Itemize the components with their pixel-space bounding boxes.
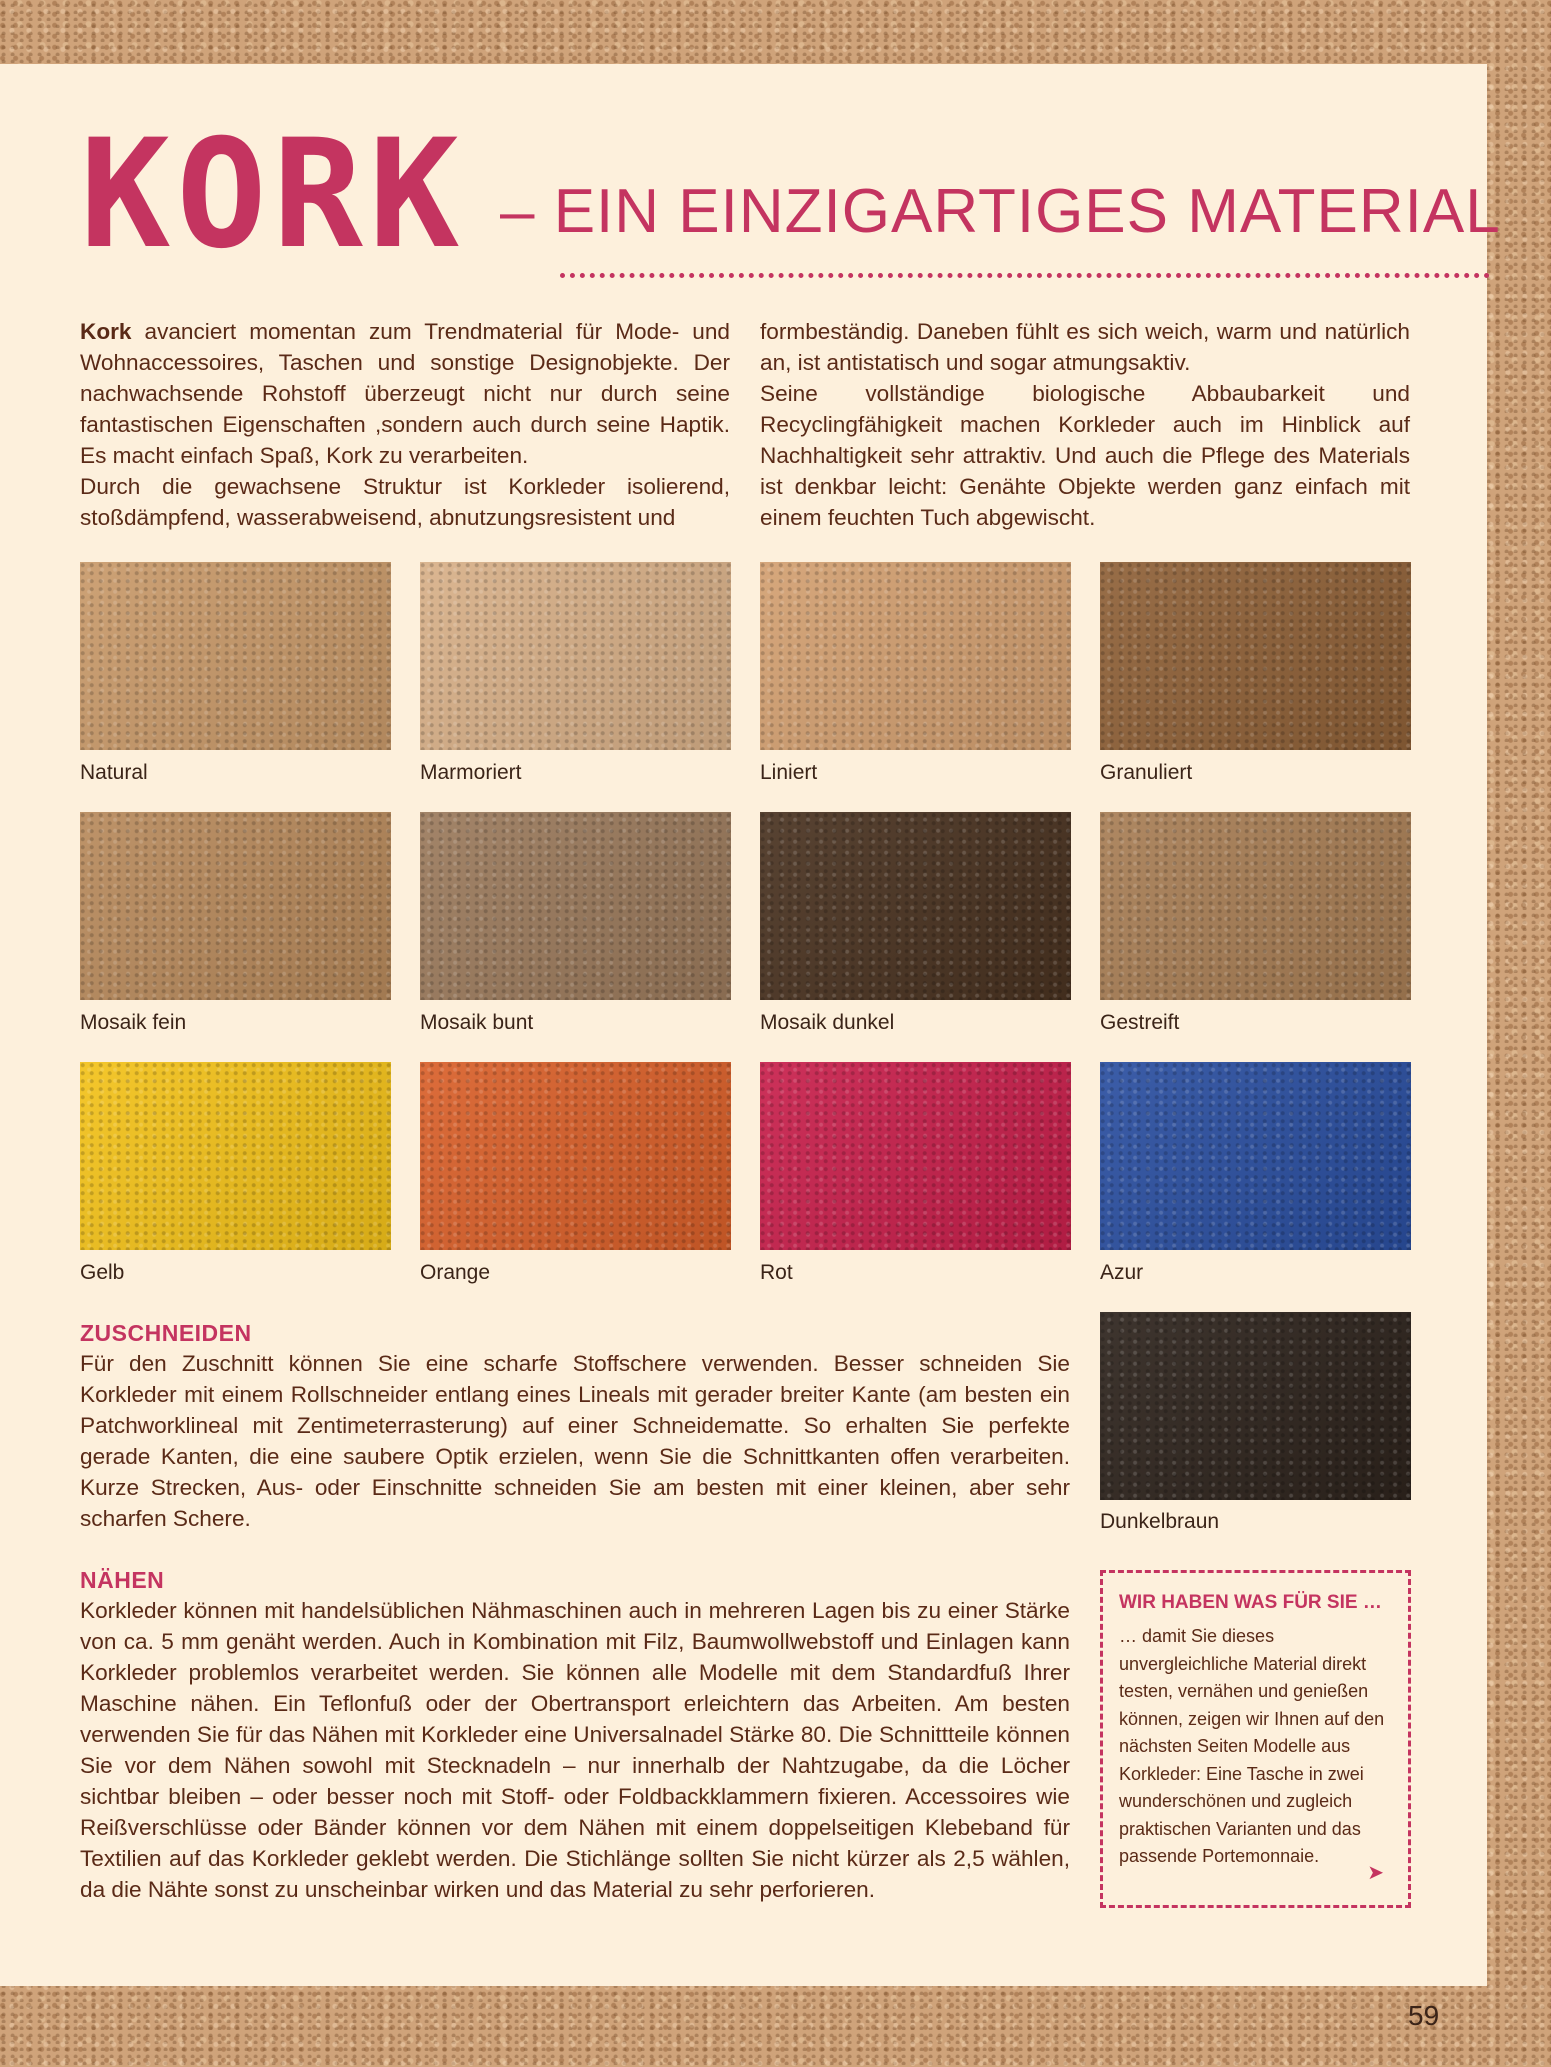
swatch-label: Natural bbox=[80, 761, 148, 784]
swatch-label: Azur bbox=[1100, 1261, 1144, 1284]
section-text: Korkleder können mit handelsüblichen Nähmaschinen auch in mehreren Lagen bis zu einer Stärke von ca. 5 mm genäht werden. Auch in Kombination mit Filz, Baumwollwebstoff und Einlagen kann Korkleder problemlos verarbeitet werden. Sie können alle Modelle mit dem Standardfuß Ihrer Maschine nähen. Ein Teflonfuß oder der Obertransport erleichtern das Arbeiten. Am besten verwenden Sie für das Nähen mit Korkleder eine Universalnadel Stärke 80. Die Schnittteile können Sie vor dem Nähen sowohl mit Stecknadeln – nur innerhalb der Nahtzugabe, da die Löcher sichtbar bleiben – oder besser noch mit Stoff- oder Foldbackklammern fixieren. Accessoires wie Reißverschlüsse oder Bänder können vor dem Nähen mit einem doppelseitigen Klebeband für Textilien auf das Korkleder geklebt werden. Die Stichlänge sollten Sie nicht kürzer als 2,5 wählen, da die Nähte sonst zu unscheinbar wirken und das Material zu sehr perforieren. bbox=[80, 1598, 1070, 1902]
info-box-text: … damit Sie dieses unvergleichliche Material direkt testen, vernähen und genießen können, zeigen wir Ihnen auf den nächsten Seiten Modelle aus Korkleder: Eine Tasche in zwei wunderschönen und zugleich praktischen Varianten und das passende Portemonnaie. bbox=[1119, 1626, 1385, 1866]
swatch-label: Mosaik bunt bbox=[420, 1011, 534, 1034]
swatch-item bbox=[1100, 562, 1411, 812]
swatch-item bbox=[1100, 812, 1411, 1062]
swatch-image bbox=[420, 1062, 731, 1250]
swatch-image bbox=[80, 562, 391, 750]
swatch-item bbox=[760, 812, 1071, 1062]
swatch-item bbox=[420, 562, 731, 812]
intro-paragraph-4: Seine vollständige biologische Abbaubarkeit und Recyclingfähigkeit machen Korkleder auch im Hinblick auf Nachhaltigkeit sehr attraktiv. Und auch die Pflege des Materials ist denkbar leicht: Genähte Objekte werden ganz einfach mit einem feuchten Tuch abgewischt. bbox=[760, 381, 1410, 530]
swatch-label: Mosaik dunkel bbox=[760, 1011, 895, 1034]
swatch-image bbox=[1100, 1062, 1411, 1250]
swatch-label: Gestreift bbox=[1100, 1011, 1180, 1034]
swatch-image bbox=[80, 1062, 391, 1250]
swatch-item bbox=[760, 562, 1071, 812]
swatch-item bbox=[80, 562, 391, 812]
swatch-image bbox=[1100, 562, 1411, 750]
intro-paragraph-1 bbox=[80, 316, 730, 471]
swatch-image bbox=[420, 812, 731, 1000]
swatch-label: Dunkelbraun bbox=[1100, 1510, 1220, 1533]
swatch-item bbox=[80, 812, 391, 1062]
info-box-heading: WIR HABEN WAS FÜR SIE … bbox=[1119, 1592, 1382, 1613]
swatch-label: Marmoriert bbox=[420, 761, 522, 784]
section-naehen bbox=[80, 1565, 1070, 1905]
swatch-image bbox=[420, 562, 731, 750]
intro-paragraph-2: Durch die gewachsene Struktur ist Korkleder isolierend, stoßdämpfend, wasserabweisend, abnutzungsresistent und bbox=[80, 474, 730, 530]
page-number: 59 bbox=[1408, 2000, 1440, 2031]
intro-text-1: avanciert momentan zum Trendmaterial für Mode- und Wohnaccessoires, Taschen und sonstige Designobjekte. Der nachwachsende Rohstoff überzeugt nicht nur durch seine fantastischen Eigenschaften ,sondern auch durch seine Haptik. Es macht einfach Spaß, Kork zu verarbeiten. bbox=[80, 319, 730, 468]
swatch-label: Liniert bbox=[760, 761, 818, 784]
section-zuschneiden bbox=[80, 1318, 1070, 1534]
swatch-label: Rot bbox=[760, 1261, 793, 1284]
swatch-label: Gelb bbox=[80, 1261, 125, 1284]
swatch-label: Mosaik fein bbox=[80, 1011, 187, 1034]
section-heading: ZUSCHNEIDEN bbox=[80, 1320, 252, 1346]
swatch-label: Orange bbox=[420, 1261, 491, 1284]
swatch-grid bbox=[80, 562, 1411, 1312]
page-subtitle: – EIN EINZIGARTIGES MATERIAL bbox=[500, 177, 1501, 246]
arrow-right-icon: ➤ bbox=[1367, 1862, 1384, 1884]
intro-column-1 bbox=[80, 316, 730, 533]
swatch-image bbox=[1100, 1312, 1411, 1500]
page-title: KORK bbox=[80, 108, 466, 282]
intro-lead-word: Kork bbox=[80, 319, 132, 344]
intro-text bbox=[80, 316, 1410, 533]
swatch-item bbox=[760, 1062, 1071, 1312]
swatch-image bbox=[80, 812, 391, 1000]
swatch-item bbox=[1100, 1062, 1411, 1312]
swatch-item bbox=[420, 812, 731, 1062]
section-heading: NÄHEN bbox=[80, 1567, 165, 1593]
swatch-label: Granuliert bbox=[1100, 761, 1193, 784]
swatch-dunkelbraun bbox=[1100, 1312, 1411, 1534]
swatch-image bbox=[1100, 812, 1411, 1000]
info-box bbox=[1100, 1570, 1411, 1908]
swatch-image bbox=[760, 812, 1071, 1000]
intro-paragraph-3: formbeständig. Daneben fühlt es sich weich, warm und natürlich an, ist antistatisch und sogar atmungsaktiv. bbox=[760, 319, 1410, 375]
swatch-item bbox=[80, 1062, 391, 1312]
dotted-divider bbox=[560, 273, 1490, 278]
title-block bbox=[80, 108, 1501, 285]
swatch-image bbox=[760, 562, 1071, 750]
swatch-item bbox=[420, 1062, 731, 1312]
intro-column-2 bbox=[760, 316, 1410, 533]
section-text: Für den Zuschnitt können Sie eine scharfe Stoffschere verwenden. Besser schneiden Sie Korkleder mit einem Rollschneider entlang eines Lineals mit gerader breiter Kante (am besten ein Patchworklineal mit Zentimeterrasterung) auf einer Schneidematte. So erhalten Sie perfekte gerade Kanten, die eine saubere Optik erzielen, wenn Sie die Schnittkanten offen verarbeiten. Kurze Strecken, Aus- oder Einschnitte schneiden Sie am besten mit einer kleinen, aber sehr scharfen Schere. bbox=[80, 1351, 1070, 1531]
swatch-image bbox=[760, 1062, 1071, 1250]
